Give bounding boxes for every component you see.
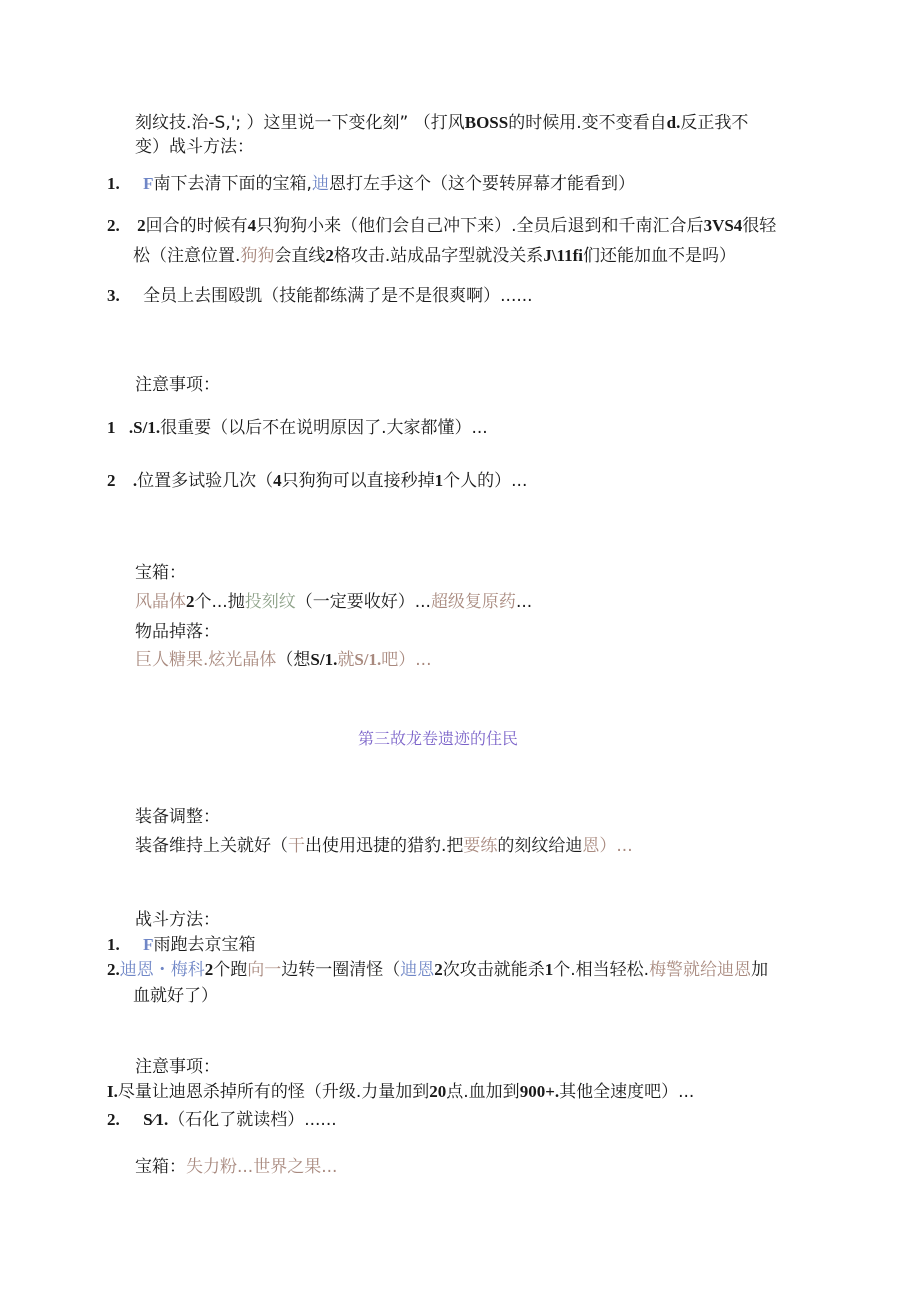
text-fragment: S/1. bbox=[354, 650, 382, 669]
text-line: 变）战斗方法： bbox=[135, 137, 254, 157]
text-line bbox=[135, 1156, 337, 1178]
text-fragment: 迪恩・梅科 bbox=[119, 960, 205, 980]
text-fragment: 1 bbox=[434, 471, 444, 490]
text-fragment: 刻纹技.治-S,'; ）这里说一下变化刻” （打风 bbox=[135, 113, 465, 133]
list-item bbox=[107, 173, 635, 195]
section-heading: 注意事项： bbox=[135, 375, 220, 395]
text-fragment: 向一 bbox=[247, 960, 282, 980]
list-item bbox=[107, 215, 776, 237]
text-fragment: BOSS bbox=[464, 113, 509, 132]
text-fragment: 4 bbox=[273, 471, 282, 490]
text-fragment: 南下去清下面的宝箱, bbox=[153, 174, 312, 194]
text-fragment: 个跑 bbox=[213, 960, 248, 980]
text-fragment: d. bbox=[666, 113, 681, 132]
text-fragment: 干 bbox=[288, 836, 305, 856]
text-fragment: 很重要（以后不在说明原因了.大家都懂）... bbox=[160, 418, 488, 438]
section-heading: 装备调整： bbox=[135, 807, 220, 827]
text-fragment: 加 bbox=[751, 960, 769, 980]
list-item bbox=[107, 417, 488, 439]
text-fragment: 只狗狗小来（他们会自己冲下来）.全员后退到和千南汇合后 bbox=[256, 216, 704, 236]
list-number: 1. bbox=[107, 935, 120, 954]
text-fragment: 巨人糖果.炫光晶体 bbox=[135, 650, 277, 670]
text-fragment: 个人的）... bbox=[443, 471, 528, 491]
list-item bbox=[107, 959, 768, 981]
text-fragment: 会直线 bbox=[274, 246, 326, 266]
text-fragment: 就 bbox=[337, 650, 355, 670]
text-fragment: 装备维持上关就好（ bbox=[135, 836, 288, 856]
text-fragment: 边转一圈清怪（ bbox=[281, 960, 401, 980]
text-fragment: 吧）... bbox=[381, 650, 432, 670]
text-fragment: 次攻击就能杀 bbox=[442, 960, 545, 980]
text-fragment: F bbox=[143, 935, 154, 954]
text-fragment: I. bbox=[107, 1082, 118, 1101]
text-fragment: . bbox=[132, 471, 138, 490]
text-fragment: .S/1. bbox=[128, 418, 161, 437]
text-fragment: 的时候用.变不变看自 bbox=[508, 113, 667, 133]
list-number: 2. bbox=[107, 1110, 120, 1129]
section-heading: 注意事项： bbox=[135, 1057, 220, 1077]
text-fragment: 20 bbox=[429, 1082, 447, 1101]
text-line bbox=[135, 835, 633, 857]
text-line bbox=[135, 112, 748, 134]
list-item bbox=[107, 934, 256, 956]
section-heading: 宝箱： bbox=[135, 563, 186, 583]
text-fragment: S⁄1. bbox=[143, 1110, 169, 1129]
text-fragment: 们还能加血不是吗） bbox=[582, 246, 736, 266]
text-fragment: （石化了就读档）...... bbox=[168, 1110, 337, 1130]
text-line bbox=[135, 591, 532, 613]
text-fragment: 迪恩 bbox=[400, 960, 435, 980]
text-fragment: 2 bbox=[434, 960, 443, 979]
text-fragment: 格攻击.站成品字型就没关系 bbox=[333, 246, 544, 266]
text-fragment: J\11fi bbox=[543, 246, 583, 265]
text-fragment: 4 bbox=[247, 216, 257, 235]
text-fragment: 失力粉...世界之果... bbox=[186, 1157, 338, 1177]
text-fragment: 回合的时候有 bbox=[145, 216, 248, 236]
chapter-title: 第三故龙卷遗迹的住民 bbox=[358, 729, 519, 748]
text-line: 血就好了） bbox=[133, 986, 218, 1006]
text-fragment: 全员上去围殴凯（技能都练满了是不是很爽啊）...... bbox=[143, 286, 533, 306]
text-fragment: 很轻 bbox=[742, 216, 777, 236]
text-fragment: 超级复原药 bbox=[430, 592, 516, 612]
text-fragment: ... bbox=[515, 592, 533, 612]
text-fragment: 2 bbox=[186, 592, 195, 611]
text-fragment: 恩）... bbox=[582, 836, 633, 856]
list-number: 1 bbox=[107, 418, 116, 437]
text-fragment: 反正我不 bbox=[680, 113, 749, 133]
list-number: 2 bbox=[107, 471, 116, 490]
text-fragment: 风晶体 bbox=[135, 592, 186, 612]
text-fragment: F bbox=[143, 174, 154, 193]
list-number: 3. bbox=[107, 286, 120, 305]
text-fragment: 投刻纹 bbox=[244, 592, 296, 612]
text-fragment: 点.血加到 bbox=[446, 1082, 520, 1102]
text-fragment: 2 bbox=[137, 216, 146, 235]
text-fragment: 位置多试验几次（ bbox=[137, 471, 274, 491]
list-number: 1. bbox=[107, 174, 120, 193]
text-fragment: 其他全速度吧）... bbox=[559, 1082, 695, 1102]
text-fragment: 出使用迅捷的猎豹.把 bbox=[305, 836, 464, 856]
text-fragment: 2 bbox=[325, 246, 334, 265]
text-fragment: 要练 bbox=[463, 836, 498, 856]
list-number: 2. bbox=[107, 960, 120, 979]
section-heading: 战斗方法： bbox=[135, 910, 220, 930]
text-fragment: 松（注意位置. bbox=[133, 246, 241, 266]
text-fragment: 恩打左手这个（这个要转屏幕才能看到） bbox=[328, 174, 635, 194]
text-fragment: 狗狗 bbox=[240, 246, 275, 266]
list-number: 2. bbox=[107, 216, 120, 235]
text-fragment: （一定要收好）... bbox=[295, 592, 431, 612]
text-fragment: 个.相当轻松. bbox=[553, 960, 650, 980]
text-fragment: 尽量让迪恩杀掉所有的怪（升级.力量加到 bbox=[117, 1082, 430, 1102]
text-line bbox=[133, 245, 736, 267]
text-fragment: （想 bbox=[276, 650, 311, 670]
list-item bbox=[107, 285, 533, 307]
section-heading: 宝箱： bbox=[135, 1157, 186, 1177]
text-fragment: 1 bbox=[544, 960, 554, 979]
list-item bbox=[107, 470, 527, 492]
text-fragment: 2 bbox=[204, 960, 214, 979]
text-fragment: 3VS4 bbox=[703, 216, 743, 235]
list-item bbox=[107, 1081, 694, 1103]
text-fragment: S/1. bbox=[310, 650, 338, 669]
section-heading: 物品掉落： bbox=[135, 622, 220, 642]
text-line bbox=[135, 649, 432, 671]
text-fragment: 900+. bbox=[519, 1082, 560, 1101]
text-fragment: 只狗狗可以直接秒掉 bbox=[281, 471, 435, 491]
text-fragment: 个...抛 bbox=[194, 592, 245, 612]
text-fragment: 迪 bbox=[311, 174, 329, 194]
list-item bbox=[107, 1109, 337, 1131]
text-fragment: 梅警就给迪恩 bbox=[649, 960, 752, 980]
text-fragment: 的刻纹给迪 bbox=[497, 836, 583, 856]
text-fragment: 雨跑去京宝箱 bbox=[153, 935, 256, 955]
